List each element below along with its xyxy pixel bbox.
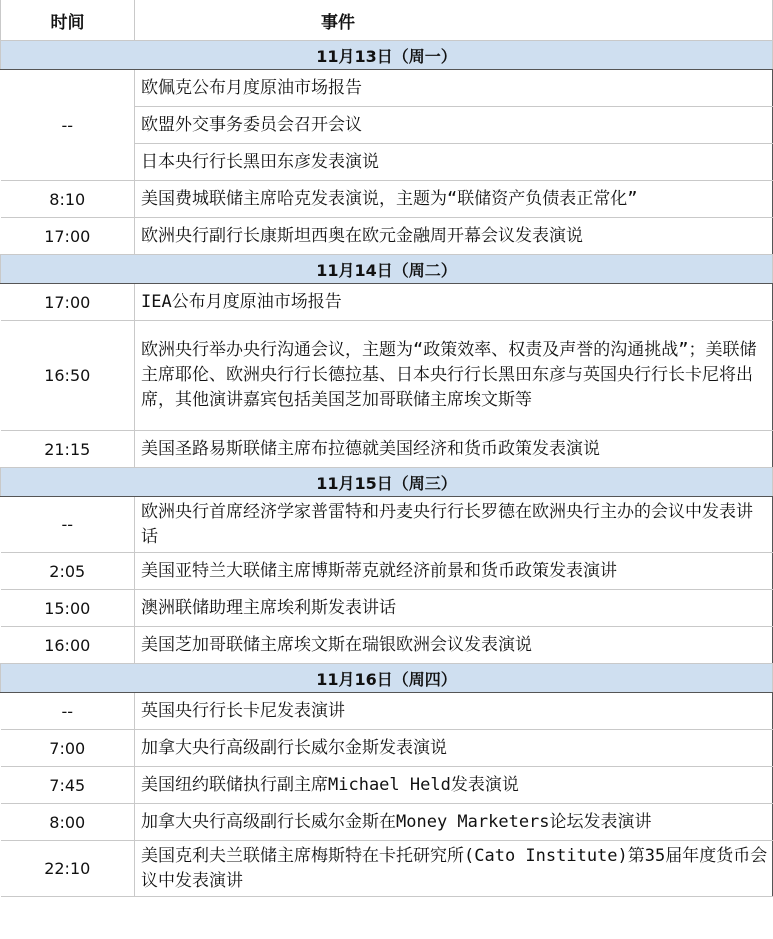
event-cell: 日本央行行长黑田东彦发表演说 (135, 144, 773, 181)
date-label: 11月14日（周二） (1, 255, 773, 284)
table-row (1, 431, 773, 468)
table-row (1, 627, 773, 664)
event-cell: 美国纽约联储执行副主席Michael Held发表演说 (135, 767, 773, 804)
event-cell: 澳洲联储助理主席埃利斯发表讲话 (135, 590, 773, 627)
event-cell: 美国亚特兰大联储主席博斯蒂克就经济前景和货币政策发表演讲 (135, 553, 773, 590)
event-cell: 美国克利夫兰联储主席梅斯特在卡托研究所(Cato Institute)第35届年度货币会议中发表演讲 (135, 841, 773, 897)
table-row (1, 841, 773, 897)
event-cell: IEA公布月度原油市场报告 (135, 284, 773, 321)
event-cell: 美国费城联储主席哈克发表演说，主题为“联储资产负债表正常化” (135, 181, 773, 218)
time-cell: 16:50 (1, 321, 135, 431)
table-row (1, 181, 773, 218)
date-row-nov14 (1, 255, 773, 284)
event-cell: 欧洲央行首席经济学家普雷特和丹麦央行行长罗德在欧洲央行主办的会议中发表讲话 (135, 497, 773, 553)
event-cell: 加拿大央行高级副行长威尔金斯发表演说 (135, 730, 773, 767)
time-cell: 8:00 (1, 804, 135, 841)
table-row (1, 284, 773, 321)
table-row (1, 497, 773, 553)
event-cell: 欧盟外交事务委员会召开会议 (135, 107, 773, 144)
table-row (1, 590, 773, 627)
date-row-nov13 (1, 41, 773, 70)
header-row (1, 0, 773, 41)
time-cell: 17:00 (1, 218, 135, 255)
event-cell: 英国央行行长卡尼发表演讲 (135, 693, 773, 730)
time-cell: 16:00 (1, 627, 135, 664)
event-column-header: 事件 (135, 0, 773, 41)
time-cell: 2:05 (1, 553, 135, 590)
date-label: 11月16日（周四） (1, 664, 773, 693)
event-cell: 欧洲央行副行长康斯坦西奥在欧元金融周开幕会议发表演说 (135, 218, 773, 255)
time-cell: 15:00 (1, 590, 135, 627)
table-row (1, 693, 773, 730)
date-label: 11月13日（周一） (1, 41, 773, 70)
table-row (1, 730, 773, 767)
table-row (1, 218, 773, 255)
table-row (1, 553, 773, 590)
time-column-header: 时间 (1, 0, 135, 41)
time-cell: 22:10 (1, 841, 135, 897)
event-cell: 美国圣路易斯联储主席布拉德就美国经济和货币政策发表演说 (135, 431, 773, 468)
date-row-nov16 (1, 664, 773, 693)
table-row (1, 767, 773, 804)
time-cell: 8:10 (1, 181, 135, 218)
time-cell: 7:45 (1, 767, 135, 804)
time-cell: -- (1, 70, 135, 181)
event-cell: 欧佩克公布月度原油市场报告 (135, 70, 773, 107)
table-row (1, 804, 773, 841)
time-cell: -- (1, 497, 135, 553)
date-label: 11月15日（周三） (1, 468, 773, 497)
event-cell: 欧洲央行举办央行沟通会议，主题为“政策效率、权责及声誉的沟通挑战”；美联储主席耶伦、欧洲央行行长德拉基、日本央行行长黑田东彦与英国央行行长卡尼将出席，其他演讲嘉宾包括美国芝加哥联储主席埃文斯等 (135, 321, 773, 431)
time-cell: -- (1, 693, 135, 730)
table-row (1, 321, 773, 431)
time-cell: 21:15 (1, 431, 135, 468)
time-cell: 7:00 (1, 730, 135, 767)
event-cell: 美国芝加哥联储主席埃文斯在瑞银欧洲会议发表演说 (135, 627, 773, 664)
date-row-nov15 (1, 468, 773, 497)
time-cell: 17:00 (1, 284, 135, 321)
table-row (1, 70, 773, 107)
event-cell: 加拿大央行高级副行长威尔金斯在Money Marketers论坛发表演讲 (135, 804, 773, 841)
